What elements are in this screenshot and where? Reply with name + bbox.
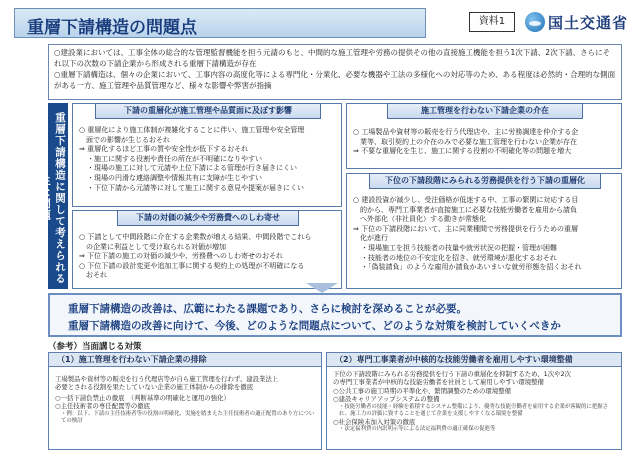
logo-text: 国土交通省 xyxy=(548,13,629,32)
panel-line: ○ 下位下請の設計変更や追加工事に関する契約上の処理が不明確になる xyxy=(79,261,305,270)
down-arrow-icon xyxy=(306,283,338,293)
panel-line: ・現場の円滑な連絡調整や情報共有に支障が生じやすい xyxy=(87,173,262,182)
panel-line: ・施工に関する役割や責任の所在が不明確になりやすい xyxy=(87,154,262,163)
panel-labor-layering xyxy=(346,173,622,289)
panel-line: ・下位下請から元請等に対して施工に関する意見や提案が届きにくい xyxy=(87,183,304,192)
panel-line: ・現場の施工に対して元請や上位下請による管理が行き届きにくい xyxy=(87,164,297,173)
measure-line: ○公共工事の施工時期の平準化や、繁閑調整のための環境整備 xyxy=(333,386,511,395)
conclusion-box xyxy=(48,293,622,337)
panel-line: 面での影響が生じるおそれ xyxy=(79,135,170,144)
panel-line: ○ 工場製品や資材等の販売を行う代理店や、主に労務調達を仲介する企 xyxy=(353,128,579,136)
panel-line: 業等、取引契約上の介在のみで必要な施工管理を行わない企業が存在 xyxy=(353,137,577,146)
title-banner xyxy=(14,8,426,38)
panel-line: ○ 重層化により施工体制が複雑化することに伴い、施工管理や安全管理 xyxy=(79,126,305,134)
side-label: 重層下請構造に関して考えられる主な問題 xyxy=(48,103,68,289)
ministry-logo xyxy=(525,10,628,34)
measure-line: ○主任技術者の専任配置等の徹底 xyxy=(55,402,151,411)
measure-note: ・例：以下、下請の主任技術者等の役割の明確化、実施を踏まえた主任技術者の適正配置のあり方についての検討 xyxy=(61,410,315,424)
panel-heading: 下請の重層化が施工管理や品質面に及ぼす影響 xyxy=(95,103,321,119)
panel-line: ⇒ 下位下請の施工の対価の減少や、労務費へのしわ寄せのおそれ xyxy=(79,252,283,261)
intro-line: ○重層下請構造は、個々の企業において、工事内容の高度化等による専門化・分業化、必要な機器や工法の多様化への対応等のため、ある程度は必然的・合理的な側面がある一方、施工管理や品質管理など、様々な影響や弊害が指摘 xyxy=(54,70,616,90)
panel-line: ・「偽装請負」のような雇用か請負かあいまいな就労形態を招くおそれ xyxy=(361,263,582,272)
mlit-logo-icon xyxy=(525,12,545,32)
panel-line: おそれ xyxy=(79,271,107,280)
conclusion-line: 重層下請構造の改善に向けて、今後、どのような問題点について、どのような対策を検討していくべきか xyxy=(68,320,561,332)
panel-line: ○ 建設投資が減少し、受注価格が低迷する中、工事の繁閑に対応する目 xyxy=(353,196,579,204)
intro-line: ○建設業においては、工事全体の総合的な管理監督機能を担う元請のもと、中間的な施工管理や労務の提供その他の直接施工機能を担う1次下請、2次下請、さらにそれ以下の次数の下請企業から形成される重層下請構造が存在 xyxy=(54,48,611,68)
panel-line: の企業に利益として受け取られる対価が増加 xyxy=(79,242,226,251)
panel-quality-impact xyxy=(72,103,342,207)
measure-heading: （1）施工管理を行わない下請企業の排除 xyxy=(49,353,321,367)
measure-box-left xyxy=(48,352,322,450)
panel-line: ⇒ 重層化するほど工事の質や安全性が低下するおそれ xyxy=(79,145,249,154)
panel-non-managing-subcontractor xyxy=(346,103,622,169)
measure-note: ・技能労働者の技能・経験を蓄積するシステム整備により、優秀な技能労働者を雇用する企業が客観的に把握され、施工力の評価に資することを通じて企業を支援しやすくなる環境を整備 xyxy=(339,403,608,417)
conclusion-line: 重層下請構造の改善は、広範にわたる課題であり、さらに検討を深めることが必要。 xyxy=(68,303,467,315)
panel-line: ・技能者の地位の不安定化を招き、就労環境が悪化するおそれ xyxy=(361,253,557,262)
panel-heading: 下請の対価の減少や労務費へのしわ寄せ xyxy=(117,210,299,226)
measure-line: 必要とされる役割を果たしていない企業の施工体制からの排除を徹底 xyxy=(55,383,254,392)
measure-heading: （2）専門工事業者が中核的な技能労働者を雇用しやすい環境整備 xyxy=(327,353,621,367)
panel-line: ⇒ 不要な重層化を生じ、施工に関する役割の不明確化等の問題を増大 xyxy=(353,147,572,156)
measure-line: 下位の下請段階にみられる労務提供を行う下請の重層化を抑制するため、1次や2次 xyxy=(333,370,571,378)
panel-line: 的から、専門工事業者が直接施工に必要な技能労働者を雇用から請負 xyxy=(353,205,577,214)
measure-line: ○社会保険未加入対策の徹底 xyxy=(333,417,416,426)
measure-line: の専門工事業者が中核的な技能労働者を社員として雇用しやすい環境整備 xyxy=(333,378,544,387)
intro-box xyxy=(48,44,622,100)
panel-heading: 施工管理を行わない下請企業の介在 xyxy=(387,103,583,119)
panel-heading: 下位の下請段階にみられる労務提供を行う下請の重層化 xyxy=(369,173,601,189)
panel-compensation xyxy=(72,210,342,289)
measure-line: ○建設キャリアアップシステムの整備 xyxy=(333,395,440,404)
panel-line: ⇒ 下位の下請段階において、主に同業種間で労務提供を行うための重層 xyxy=(353,224,578,233)
page-title: 重層下請構造の問題点 xyxy=(27,18,197,38)
panel-line: 化が進行 xyxy=(353,234,388,243)
measure-line: ○一括下請負禁止の徹底 （判断基準の明確化と運用の強化） xyxy=(55,393,230,402)
measure-note: ・法定福利費の内訳明示等による法定福利費の適正確保の促進等 xyxy=(339,426,496,433)
panel-line: ○ 下請として中間段階に介在する企業数が増える結果、中間段階でこれら xyxy=(79,233,312,241)
reference-title: （参考）当面講じる対策 xyxy=(48,342,142,352)
measure-box-right xyxy=(326,352,622,450)
panel-line: へ外部化（非社員化）する動きが常態化 xyxy=(353,215,486,224)
measure-line: 工場製品や資材等の販売を行う代理店等が自ら施工管理を行わず、建設業法上 xyxy=(55,375,279,383)
document-badge: 資料1 xyxy=(469,12,515,32)
panel-line: ・現場施工を担う技能者の技量や就労状況の把握・管理が困難 xyxy=(361,243,557,252)
